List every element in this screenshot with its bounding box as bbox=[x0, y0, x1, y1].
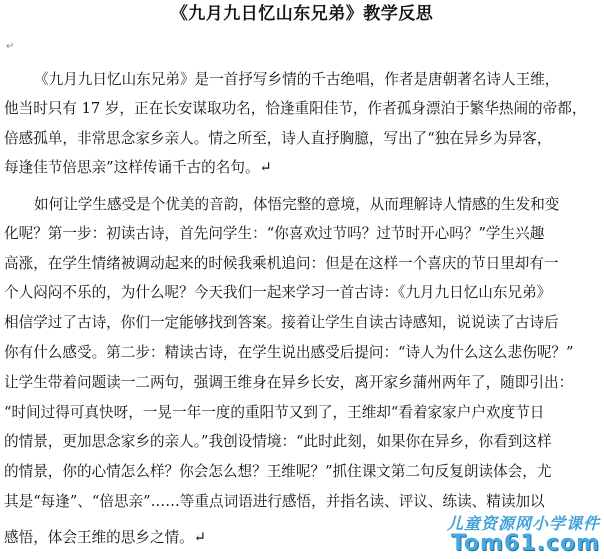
text-line: 其是“每逢”、“倍思亲”……等重点词语进行感悟，并指名读、评议、练读、精读加以 bbox=[4, 493, 545, 510]
text-line: 他当时只有 17 岁，正在长安谋取功名，恰逢重阳佳节，作者孤身漂泊于繁华热闹的帝都， bbox=[4, 100, 587, 117]
text-line: 你有什么感受。第二步：精读古诗，在学生说出感受后提问：“诗人为什么这么悲伤呢？” bbox=[4, 344, 574, 361]
text-line: 每逢佳节倍思亲”这样传诵千古的名句。↵ bbox=[4, 159, 272, 176]
document-title: 《九月九日忆山东兄弟》教学反思 bbox=[170, 4, 434, 24]
text-line: 倍感孤单，非常思念家乡亲人。情之所至，诗人直抒胸臆，写出了“独在异乡为异客， bbox=[4, 130, 552, 147]
watermark-line-1: 儿童资源网小学课件 bbox=[446, 514, 600, 533]
text-line: 化呢？第一步：初读古诗，首先问学生：“你喜欢过节吗？过节时开心吗？”学生兴趣 bbox=[4, 225, 545, 242]
text-line: 个人闷闷不乐的，为什么呢？今天我们一起来学习一首古诗：《九月九日忆山东兄弟》 bbox=[4, 284, 552, 301]
watermark-line-2: Tom61.com bbox=[450, 531, 600, 556]
text-line: 高涨，在学生情绪被调动起来的时候我乘机追问：但是在这样一个喜庆的节日里却有一 bbox=[4, 255, 559, 272]
text-line: 的情景，你的心情怎么样？你会怎么想？王维呢？”抓住课文第二句反复朗读体会，尤 bbox=[4, 463, 552, 480]
text-line: 如何让学生感受是个优美的音韵，体悟完整的意境，从而理解诗人情感的生发和变 bbox=[34, 196, 560, 213]
text-line: 让学生带着问题读一二两句，强调王维身在异乡长安，离开家乡蒲州两年了，随即引出： bbox=[4, 374, 574, 391]
paragraph-mark: ↵ bbox=[6, 41, 15, 52]
text-line: 相信学过了古诗，你们一定能够找到答案。接着让学生自读古诗感知，说说读了古诗后 bbox=[4, 314, 559, 331]
text-line: “时间过得可真快呀，一晃一年一度的重阳节又到了，王维却“看着家家户户欢度节日 bbox=[4, 404, 545, 421]
text-line: 《九月九日忆山东兄弟》是一首抒写乡情的千古绝唱，作者是唐朝著名诗人王维， bbox=[34, 71, 560, 88]
text-line: 感悟，体会王维的思乡之情。↵ bbox=[4, 529, 206, 546]
site-watermark bbox=[386, 511, 600, 557]
text-line: 的情景，更加思念家乡的亲人。”我创设情境：“此时此刻，如果你在异乡，你看到这样 bbox=[4, 433, 552, 450]
